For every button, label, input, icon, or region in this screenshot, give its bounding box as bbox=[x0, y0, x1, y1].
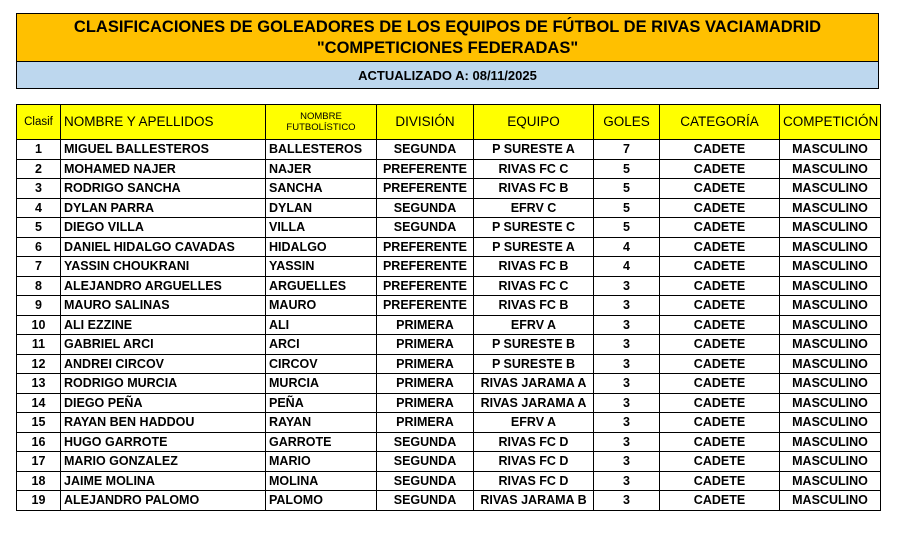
cell-futbolistico: MAURO bbox=[266, 296, 377, 316]
cell-division: PRIMERA bbox=[377, 335, 474, 355]
cell-nombre: JAIME MOLINA bbox=[61, 471, 266, 491]
cell-futbolistico: PEÑA bbox=[266, 393, 377, 413]
cell-division: PRIMERA bbox=[377, 413, 474, 433]
cell-equipo: EFRV A bbox=[474, 315, 594, 335]
title-block bbox=[17, 14, 878, 62]
cell-clasif: 9 bbox=[17, 296, 61, 316]
cell-nombre: ANDREI CIRCOV bbox=[61, 354, 266, 374]
cell-futbolistico: DYLAN bbox=[266, 198, 377, 218]
cell-competicion: MASCULINO bbox=[780, 354, 881, 374]
cell-division: PREFERENTE bbox=[377, 159, 474, 179]
cell-equipo: P SURESTE A bbox=[474, 237, 594, 257]
cell-nombre: ALEJANDRO PALOMO bbox=[61, 491, 266, 511]
cell-division: SEGUNDA bbox=[377, 140, 474, 160]
table-row bbox=[17, 276, 881, 296]
table-row bbox=[17, 218, 881, 238]
cell-clasif: 16 bbox=[17, 432, 61, 452]
cell-clasif: 2 bbox=[17, 159, 61, 179]
cell-categoria: CADETE bbox=[660, 179, 780, 199]
cell-competicion: MASCULINO bbox=[780, 413, 881, 433]
col-header-categoria: CATEGORÍA bbox=[660, 105, 780, 140]
cell-futbolistico: MOLINA bbox=[266, 471, 377, 491]
cell-competicion: MASCULINO bbox=[780, 315, 881, 335]
cell-goles: 3 bbox=[594, 471, 660, 491]
table-row bbox=[17, 179, 881, 199]
cell-goles: 3 bbox=[594, 374, 660, 394]
cell-categoria: CADETE bbox=[660, 315, 780, 335]
cell-competicion: MASCULINO bbox=[780, 335, 881, 355]
col-header-goles: GOLES bbox=[594, 105, 660, 140]
cell-nombre: MIGUEL BALLESTEROS bbox=[61, 140, 266, 160]
cell-division: PREFERENTE bbox=[377, 257, 474, 277]
table-row bbox=[17, 432, 881, 452]
cell-clasif: 5 bbox=[17, 218, 61, 238]
cell-goles: 3 bbox=[594, 393, 660, 413]
cell-equipo: P SURESTE A bbox=[474, 140, 594, 160]
cell-division: SEGUNDA bbox=[377, 452, 474, 472]
cell-futbolistico: PALOMO bbox=[266, 491, 377, 511]
cell-goles: 3 bbox=[594, 335, 660, 355]
cell-competicion: MASCULINO bbox=[780, 198, 881, 218]
cell-clasif: 8 bbox=[17, 276, 61, 296]
cell-division: SEGUNDA bbox=[377, 491, 474, 511]
cell-nombre: RODRIGO MURCIA bbox=[61, 374, 266, 394]
cell-clasif: 19 bbox=[17, 491, 61, 511]
cell-clasif: 14 bbox=[17, 393, 61, 413]
cell-division: PREFERENTE bbox=[377, 237, 474, 257]
col-header-equipo: EQUIPO bbox=[474, 105, 594, 140]
cell-division: PREFERENTE bbox=[377, 179, 474, 199]
cell-goles: 3 bbox=[594, 491, 660, 511]
cell-categoria: CADETE bbox=[660, 374, 780, 394]
cell-goles: 5 bbox=[594, 218, 660, 238]
table-row bbox=[17, 374, 881, 394]
table-row bbox=[17, 198, 881, 218]
table-row bbox=[17, 315, 881, 335]
table-row bbox=[17, 413, 881, 433]
cell-futbolistico: RAYAN bbox=[266, 413, 377, 433]
cell-competicion: MASCULINO bbox=[780, 276, 881, 296]
cell-equipo: P SURESTE C bbox=[474, 218, 594, 238]
cell-categoria: CADETE bbox=[660, 393, 780, 413]
cell-categoria: CADETE bbox=[660, 471, 780, 491]
cell-clasif: 15 bbox=[17, 413, 61, 433]
cell-equipo: RIVAS FC D bbox=[474, 452, 594, 472]
cell-futbolistico: YASSIN bbox=[266, 257, 377, 277]
cell-goles: 3 bbox=[594, 452, 660, 472]
cell-equipo: P SURESTE B bbox=[474, 335, 594, 355]
cell-categoria: CADETE bbox=[660, 198, 780, 218]
table-row bbox=[17, 159, 881, 179]
cell-categoria: CADETE bbox=[660, 296, 780, 316]
cell-futbolistico: ARCI bbox=[266, 335, 377, 355]
cell-competicion: MASCULINO bbox=[780, 432, 881, 452]
cell-nombre: DIEGO PEÑA bbox=[61, 393, 266, 413]
cell-goles: 4 bbox=[594, 237, 660, 257]
cell-competicion: MASCULINO bbox=[780, 491, 881, 511]
cell-competicion: MASCULINO bbox=[780, 257, 881, 277]
cell-nombre: MARIO GONZALEZ bbox=[61, 452, 266, 472]
cell-goles: 3 bbox=[594, 276, 660, 296]
cell-equipo: RIVAS FC C bbox=[474, 159, 594, 179]
cell-categoria: CADETE bbox=[660, 218, 780, 238]
cell-futbolistico: GARROTE bbox=[266, 432, 377, 452]
cell-equipo: RIVAS FC B bbox=[474, 257, 594, 277]
cell-clasif: 7 bbox=[17, 257, 61, 277]
cell-equipo: RIVAS FC D bbox=[474, 432, 594, 452]
cell-equipo: RIVAS FC C bbox=[474, 276, 594, 296]
cell-futbolistico: MURCIA bbox=[266, 374, 377, 394]
cell-competicion: MASCULINO bbox=[780, 452, 881, 472]
cell-goles: 3 bbox=[594, 296, 660, 316]
cell-categoria: CADETE bbox=[660, 432, 780, 452]
cell-equipo: EFRV A bbox=[474, 413, 594, 433]
cell-goles: 3 bbox=[594, 315, 660, 335]
table-row bbox=[17, 452, 881, 472]
cell-clasif: 10 bbox=[17, 315, 61, 335]
cell-goles: 7 bbox=[594, 140, 660, 160]
cell-goles: 3 bbox=[594, 432, 660, 452]
cell-competicion: MASCULINO bbox=[780, 140, 881, 160]
cell-futbolistico: CIRCOV bbox=[266, 354, 377, 374]
cell-division: PRIMERA bbox=[377, 374, 474, 394]
cell-clasif: 6 bbox=[17, 237, 61, 257]
cell-goles: 4 bbox=[594, 257, 660, 277]
cell-nombre: YASSIN CHOUKRANI bbox=[61, 257, 266, 277]
cell-futbolistico: MARIO bbox=[266, 452, 377, 472]
cell-division: SEGUNDA bbox=[377, 471, 474, 491]
cell-nombre: HUGO GARROTE bbox=[61, 432, 266, 452]
cell-equipo: RIVAS FC B bbox=[474, 179, 594, 199]
cell-nombre: MAURO SALINAS bbox=[61, 296, 266, 316]
table-row bbox=[17, 335, 881, 355]
cell-competicion: MASCULINO bbox=[780, 471, 881, 491]
col-header-clasif: Clasif bbox=[17, 105, 61, 140]
page-title: CLASIFICACIONES DE GOLEADORES DE LOS EQUIPOS DE FÚTBOL DE RIVAS VACIAMADRID bbox=[73, 17, 822, 36]
table-row bbox=[17, 471, 881, 491]
cell-nombre: ALEJANDRO ARGUELLES bbox=[61, 276, 266, 296]
cell-categoria: CADETE bbox=[660, 335, 780, 355]
table-row bbox=[17, 393, 881, 413]
cell-nombre: DYLAN PARRA bbox=[61, 198, 266, 218]
cell-clasif: 18 bbox=[17, 471, 61, 491]
cell-competicion: MASCULINO bbox=[780, 218, 881, 238]
cell-categoria: CADETE bbox=[660, 491, 780, 511]
cell-nombre: ALI EZZINE bbox=[61, 315, 266, 335]
cell-goles: 5 bbox=[594, 198, 660, 218]
table-row bbox=[17, 237, 881, 257]
cell-division: SEGUNDA bbox=[377, 198, 474, 218]
table-row bbox=[17, 491, 881, 511]
cell-equipo: RIVAS JARAMA A bbox=[474, 393, 594, 413]
cell-division: SEGUNDA bbox=[377, 432, 474, 452]
cell-categoria: CADETE bbox=[660, 159, 780, 179]
cell-nombre: DANIEL HIDALGO CAVADAS bbox=[61, 237, 266, 257]
cell-categoria: CADETE bbox=[660, 354, 780, 374]
cell-equipo: RIVAS JARAMA A bbox=[474, 374, 594, 394]
cell-categoria: CADETE bbox=[660, 257, 780, 277]
cell-clasif: 4 bbox=[17, 198, 61, 218]
cell-division: SEGUNDA bbox=[377, 218, 474, 238]
cell-nombre: DIEGO VILLA bbox=[61, 218, 266, 238]
cell-competicion: MASCULINO bbox=[780, 374, 881, 394]
cell-competicion: MASCULINO bbox=[780, 159, 881, 179]
cell-division: PRIMERA bbox=[377, 354, 474, 374]
title-banner bbox=[16, 13, 879, 89]
cell-competicion: MASCULINO bbox=[780, 179, 881, 199]
cell-futbolistico: ARGUELLES bbox=[266, 276, 377, 296]
cell-futbolistico: VILLA bbox=[266, 218, 377, 238]
cell-clasif: 17 bbox=[17, 452, 61, 472]
col-header-division: DIVISIÓN bbox=[377, 105, 474, 140]
cell-futbolistico: BALLESTEROS bbox=[266, 140, 377, 160]
cell-nombre: RODRIGO SANCHA bbox=[61, 179, 266, 199]
cell-categoria: CADETE bbox=[660, 452, 780, 472]
cell-equipo: RIVAS JARAMA B bbox=[474, 491, 594, 511]
cell-equipo: RIVAS FC D bbox=[474, 471, 594, 491]
cell-futbolistico: NAJER bbox=[266, 159, 377, 179]
table-row bbox=[17, 296, 881, 316]
cell-division: PREFERENTE bbox=[377, 296, 474, 316]
col-header-futbolistico: NOMBRE FUTBOLÍSTICO bbox=[266, 105, 377, 140]
cell-clasif: 12 bbox=[17, 354, 61, 374]
cell-categoria: CADETE bbox=[660, 237, 780, 257]
cell-goles: 5 bbox=[594, 159, 660, 179]
col-header-competicion: COMPETICIÓN bbox=[780, 105, 881, 140]
cell-equipo: EFRV C bbox=[474, 198, 594, 218]
cell-clasif: 13 bbox=[17, 374, 61, 394]
scorers-table bbox=[16, 104, 881, 511]
cell-clasif: 3 bbox=[17, 179, 61, 199]
page-subtitle: "COMPETICIONES FEDERADAS" bbox=[316, 38, 579, 57]
update-date: ACTUALIZADO A: 08/11/2025 bbox=[17, 62, 878, 88]
cell-competicion: MASCULINO bbox=[780, 296, 881, 316]
cell-categoria: CADETE bbox=[660, 276, 780, 296]
cell-futbolistico: SANCHA bbox=[266, 179, 377, 199]
cell-competicion: MASCULINO bbox=[780, 237, 881, 257]
cell-futbolistico: ALI bbox=[266, 315, 377, 335]
cell-clasif: 1 bbox=[17, 140, 61, 160]
cell-division: PRIMERA bbox=[377, 315, 474, 335]
cell-nombre: RAYAN BEN HADDOU bbox=[61, 413, 266, 433]
cell-goles: 5 bbox=[594, 179, 660, 199]
cell-nombre: MOHAMED NAJER bbox=[61, 159, 266, 179]
cell-categoria: CADETE bbox=[660, 140, 780, 160]
cell-nombre: GABRIEL ARCI bbox=[61, 335, 266, 355]
table-row bbox=[17, 140, 881, 160]
cell-division: PREFERENTE bbox=[377, 276, 474, 296]
table-row bbox=[17, 354, 881, 374]
cell-division: PRIMERA bbox=[377, 393, 474, 413]
cell-categoria: CADETE bbox=[660, 413, 780, 433]
cell-futbolistico: HIDALGO bbox=[266, 237, 377, 257]
cell-equipo: RIVAS FC B bbox=[474, 296, 594, 316]
cell-goles: 3 bbox=[594, 354, 660, 374]
cell-clasif: 11 bbox=[17, 335, 61, 355]
table-row bbox=[17, 257, 881, 277]
cell-competicion: MASCULINO bbox=[780, 393, 881, 413]
col-header-nombre: NOMBRE Y APELLIDOS bbox=[61, 105, 266, 140]
cell-equipo: P SURESTE B bbox=[474, 354, 594, 374]
cell-goles: 3 bbox=[594, 413, 660, 433]
table-header-row bbox=[17, 105, 881, 140]
